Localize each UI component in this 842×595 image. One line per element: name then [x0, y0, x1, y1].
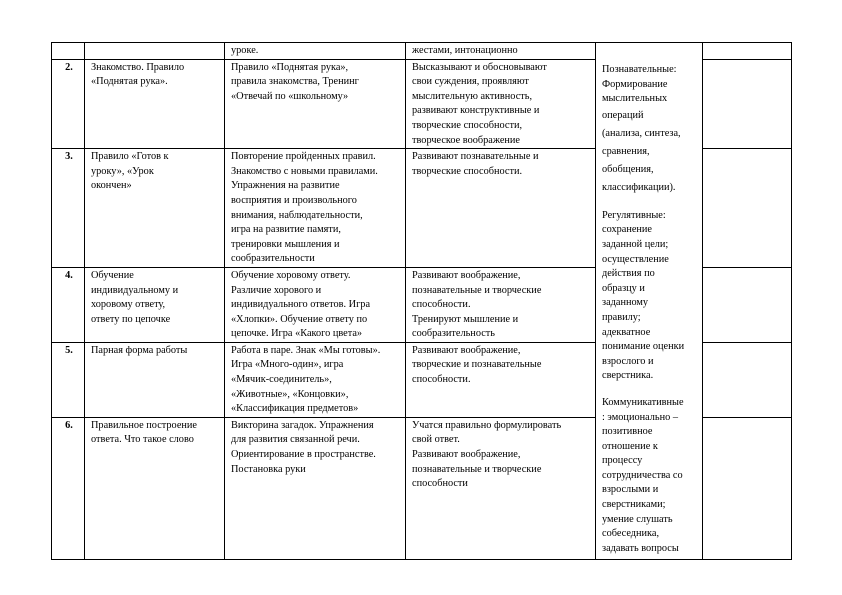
topic-cell [85, 43, 225, 60]
uud-line: сотрудничества со [602, 469, 683, 481]
topic-cell [85, 267, 225, 342]
content-line: «Отвечай по «школьному» [231, 90, 349, 102]
uud-line: сверстниками; [602, 499, 666, 511]
topic-line: ответу по цепочке [91, 313, 171, 325]
topic-line: Знакомство. Правило [91, 61, 185, 73]
results-cell [406, 417, 596, 559]
row-number [52, 43, 85, 60]
topic-line: «Поднятая рука». [91, 76, 168, 88]
results-line: творческое воображение [412, 134, 520, 146]
uud-line: заданной цели; [602, 238, 669, 250]
content-line: правила знакомства, Тренинг [231, 76, 359, 88]
uud-line: : эмоционально – [602, 411, 678, 423]
content-line: Правило «Поднятая рука», [231, 61, 349, 73]
results-line: свои суждения, проявляют [412, 76, 529, 88]
uud-line: адекватное [602, 326, 651, 338]
results-line: творческие способности. [412, 165, 523, 177]
results-line: развивают конструктивные и [412, 105, 540, 117]
uud-line: Регулятивные: [602, 209, 666, 221]
empty-cell [703, 149, 792, 268]
content-line: Постановка руки [231, 463, 306, 475]
results-cell [406, 59, 596, 149]
row-number: 5. [52, 342, 85, 417]
content-line: Работа в паре. Знак «Мы готовы». [231, 344, 381, 356]
uud-line: собеседника, [602, 528, 660, 540]
uud-line: задавать вопросы [602, 542, 679, 554]
content-line: Игра «Много-один», игра [231, 359, 344, 371]
content-cell [225, 149, 406, 268]
results-line: мыслительную активность, [412, 90, 533, 102]
results-line: Развивают воображение, [412, 269, 521, 281]
topic-line: Парная форма работы [91, 344, 188, 356]
results-line: жестами, интонационно [412, 45, 518, 56]
uud-line: (анализа, синтеза, [602, 127, 681, 139]
topic-line: хоровому ответу, [91, 299, 166, 311]
empty-cell [703, 342, 792, 417]
results-line: свой ответ. [412, 434, 460, 446]
topic-line: Правильное построение [91, 419, 197, 431]
uud-line: позитивное [602, 426, 653, 438]
row-number: 6. [52, 417, 85, 559]
table-row [52, 43, 792, 60]
results-line: способности [412, 478, 468, 490]
results-cell [406, 342, 596, 417]
uud-line: заданному [602, 297, 649, 309]
topic-line: Обучение [91, 269, 134, 281]
uud-line: Познавательные: [602, 64, 677, 75]
row-number: 2. [52, 59, 85, 149]
uud-line: операций [602, 109, 644, 121]
content-cell [225, 43, 406, 60]
topic-cell [85, 342, 225, 417]
topic-cell [85, 59, 225, 149]
results-cell [406, 149, 596, 268]
content-line: внимания, наблюдательности, [231, 209, 363, 221]
uud-line: сравнения, [602, 145, 650, 157]
results-line: Развивают воображение, [412, 449, 521, 461]
content-line: «Животные», «Концовки», [231, 388, 349, 400]
content-line: Обучение хоровому ответу. [231, 269, 351, 281]
uud-line: взрослого и [602, 355, 654, 367]
content-cell [225, 267, 406, 342]
uud-line: процессу [602, 455, 643, 467]
results-line: творческие способности, [412, 119, 523, 131]
content-line: цепочке. Игра «Какого цвета» [231, 328, 363, 340]
content-cell [225, 59, 406, 149]
content-line: тренировки мышления и [231, 238, 340, 250]
topic-cell [85, 417, 225, 559]
content-line: Повторение пройденных правил. [231, 151, 376, 163]
uud-line: отношение к [602, 440, 658, 452]
topic-line: окончен» [91, 180, 132, 192]
uud-line: взрослыми и [602, 484, 659, 496]
empty-cell [703, 267, 792, 342]
empty-cell [703, 59, 792, 149]
uud-line: Коммуникативные [602, 396, 684, 408]
content-line: Знакомство с новыми правилами. [231, 165, 378, 177]
content-cell [225, 342, 406, 417]
uud-line: умение слушать [602, 513, 673, 525]
uud-line: осуществление [602, 253, 669, 265]
row-number: 3. [52, 149, 85, 268]
uud-line: действия по [602, 268, 655, 280]
uud-line: понимание оценки [602, 341, 685, 353]
uud-line: Формирование [602, 78, 668, 90]
uud-communicative [602, 396, 698, 557]
empty-cell [703, 417, 792, 559]
uud-regulatory [602, 209, 698, 384]
content-line: индивидуального ответов. Игра [231, 299, 371, 311]
results-line: Тренируют мышление и [412, 313, 519, 325]
row-number: 4. [52, 267, 85, 342]
content-line: Различие хорового и [231, 284, 322, 296]
topic-line: ответа. Что такое слово [91, 434, 194, 446]
results-line: творческие и познавательные [412, 359, 542, 371]
content-cell [225, 417, 406, 559]
topic-line: индивидуальному и [91, 284, 179, 296]
uud-line: сверстника. [602, 370, 654, 382]
results-line: способности. [412, 374, 471, 386]
uud-line: правилу; [602, 311, 641, 323]
content-line: сообразительности [231, 253, 315, 265]
content-line: игра на развитие памяти, [231, 224, 341, 236]
results-line: познавательные и творческие [412, 463, 542, 475]
uud-line: мыслительных [602, 93, 668, 105]
empty-cell [703, 43, 792, 60]
results-line: познавательные и творческие [412, 284, 542, 296]
uud-cell [596, 43, 703, 560]
topic-line: Правило «Готов к [91, 151, 169, 163]
results-line: способности. [412, 299, 471, 311]
content-line: Викторина загадок. Упражнения [231, 419, 374, 431]
uud-line: обобщения, [602, 163, 654, 175]
content-line: «Мячик-соединитель», [231, 374, 332, 386]
results-line: сообразительность [412, 328, 495, 340]
results-line: Учатся правильно формулировать [412, 419, 562, 431]
results-line: Развивают познавательные и [412, 151, 539, 163]
uud-line: классификации). [602, 181, 676, 193]
uud-line: сохранение [602, 224, 653, 236]
topic-cell [85, 149, 225, 268]
uud-line: образцу и [602, 282, 645, 294]
content-line: «Хлопки». Обучение ответу по [231, 313, 368, 325]
content-line: Ориентирование в пространстве. [231, 449, 376, 461]
content-line: восприятия и произвольного [231, 194, 357, 206]
results-line: Развивают воображение, [412, 344, 521, 356]
results-line: Высказывают и обосновывают [412, 61, 547, 73]
topic-line: уроку», «Урок [91, 165, 154, 177]
results-cell [406, 267, 596, 342]
lesson-plan-table [51, 42, 792, 560]
content-line: Упражнения на развитие [231, 180, 340, 192]
content-line: для развития связанной речи. [231, 434, 360, 446]
results-cell [406, 43, 596, 60]
uud-cognitive [602, 63, 698, 197]
content-line: уроке. [231, 45, 259, 56]
content-line: «Классификация предметов» [231, 403, 359, 415]
